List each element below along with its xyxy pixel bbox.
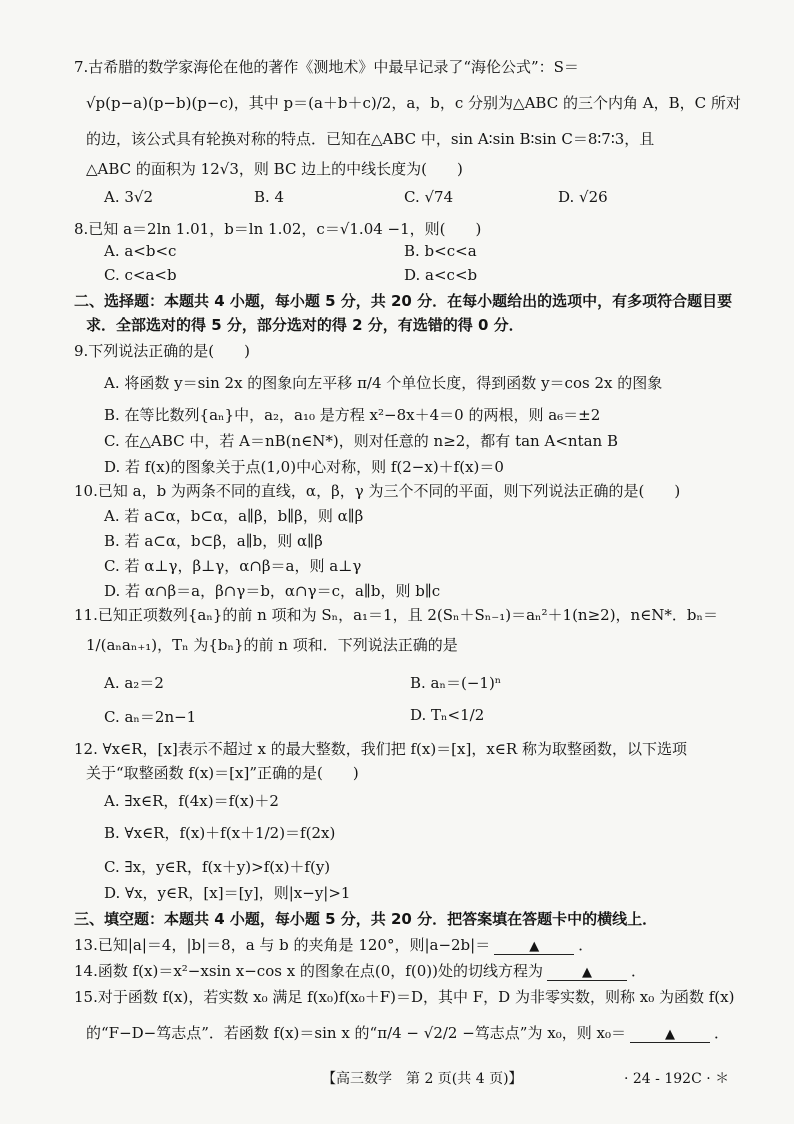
section-2-heading-line-1: 二、选择题：本题共 4 小题，每小题 5 分，共 20 分．在每小题给出的选项中，有多项符合题目要 [74,292,733,310]
q12-option-c: C. ∃x，y∈R，f(x＋y)>f(x)＋f(y) [104,858,331,876]
q12-option-d: D. ∀x，y∈R，[x]＝[y]，则|x−y|>1 [104,884,351,902]
q15-text: 的“F−D−笃志点”．若函数 f(x)＝sin x 的“π/4 − √2/2 −笃志点”为 x₀，则 x₀＝ [86,1024,626,1042]
q12-option-b: B. ∀x∈R，f(x)＋f(x＋1/2)＝f(2x) [104,824,336,842]
q7-line-2: √p(p−a)(p−b)(p−c)，其中 p＝(a＋b＋c)/2，a，b，c 分别为△ABC 的三个内角 A，B，C 所对 [86,94,741,112]
q15-answer-blank[interactable] [630,1024,710,1043]
q11-option-a: A. a₂＝2 [104,674,164,692]
q11-line-1: 11.已知正项数列{aₙ}的前 n 项和为 Sₙ，a₁＝1，且 2(Sₙ＋Sₙ₋₁)＝aₙ²＋1(n≥2)，n∈N*．bₙ＝ [74,606,719,624]
q8-option-d: D. a<c<b [404,266,478,284]
q10-option-b: B. 若 a⊂α，b⊂β，a∥b，则 α∥β [104,532,323,550]
q7-line-3: 的边，该公式具有轮换对称的特点．已知在△ABC 中，sin A∶sin B∶sin C＝8∶7∶3，且 [86,130,655,148]
q9-option-d: D. 若 f(x)的图象关于点(1,0)中心对称，则 f(2−x)＋f(x)＝0 [104,458,504,476]
q14-answer-blank[interactable] [547,962,627,981]
q15-period: ． [713,1024,729,1042]
triangle-icon: ▲ [664,1027,675,1042]
q11-option-b: B. aₙ＝(−1)ⁿ [410,674,502,692]
q9-option-a: A. 将函数 y＝sin 2x 的图象向左平移 π/4 个单位长度，得到函数 y＝cos 2x 的图象 [104,374,663,392]
q15-line-2 [86,1022,729,1043]
q14-period: ． [630,962,646,980]
q9-option-c: C. 在△ABC 中，若 A＝nB(n∈N*)，则对任意的 n≥2，都有 tan A<ntan B [104,432,618,450]
q11-line-2: 1/(aₙaₙ₊₁)，Tₙ 为{bₙ}的前 n 项和．下列说法正确的是 [86,636,458,654]
section-3-heading: 三、填空题：本题共 4 小题，每小题 5 分，共 20 分．把答案填在答题卡中的横线上． [74,910,658,928]
q13-line [74,934,593,955]
q13-period: ． [578,936,594,954]
q10-option-a: A. 若 a⊂α，b⊂α，a∥β，b∥β，则 α∥β [104,507,364,525]
triangle-icon: ▲ [529,939,540,954]
q12-line-1: 12. ∀x∈R，[x]表示不超过 x 的最大整数，我们把 f(x)＝[x]，x∈R 称为取整函数，以下选项 [74,740,687,758]
q9-option-b: B. 在等比数列{aₙ}中，a₂，a₁₀ 是方程 x²−8x＋4＝0 的两根，则 a₆＝±2 [104,406,601,424]
q13-text: 13.已知|a|＝4，|b|＝8，a 与 b 的夹角是 120°，则|a−2b|＝ [74,936,491,954]
q9-line-1: 9.下列说法正确的是( ) [74,342,251,360]
q14-text: 14.函数 f(x)＝x²−xsin x−cos x 的图象在点(0，f(0))处的切线方程为 [74,962,543,980]
footer-page-info: 【高三数学 第 2 页(共 4 页)】 [322,1071,523,1087]
q8-line-1: 8.已知 a＝2ln 1.01，b＝ln 1.02，c＝√1.04 −1，则( ) [74,220,482,238]
footer-code: · 24 - 192C · ＊ [624,1071,730,1087]
q13-answer-blank[interactable] [494,936,574,955]
q7-option-d: D. √26 [558,188,608,206]
q8-option-b: B. b<c<a [404,242,477,260]
q7-option-b: B. 4 [254,188,285,206]
q8-option-c: C. c<a<b [104,266,177,284]
q10-line-1: 10.已知 a，b 为两条不同的直线，α，β，γ 为三个不同的平面，则下列说法正确的是( ) [74,482,681,500]
q7-line-4: △ABC 的面积为 12√3，则 BC 边上的中线长度为( ) [86,160,463,178]
q15-line-1: 15.对于函数 f(x)，若实数 x₀ 满足 f(x₀)f(x₀＋F)＝D，其中 F，D 为非零实数，则称 x₀ 为函数 f(x) [74,988,735,1006]
q10-option-c: C. 若 α⊥γ，β⊥γ，α∩β＝a，则 a⊥γ [104,557,362,575]
q7-line-1: 7.古希腊的数学家海伦在他的著作《测地术》中最早记录了“海伦公式”：S＝ [74,58,579,76]
q11-option-d: D. Tₙ<1/2 [410,706,485,724]
q7-option-a: A. 3√2 [104,188,154,206]
q12-line-2: 关于“取整函数 f(x)＝[x]”正确的是( ) [86,764,359,782]
q12-option-a: A. ∃x∈R，f(4x)＝f(x)＋2 [104,792,279,810]
triangle-icon: ▲ [581,965,592,980]
section-2-heading-line-2: 求．全部选对的得 5 分，部分选对的得 2 分，有选错的得 0 分． [86,316,524,334]
q10-option-d: D. 若 α∩β＝a，β∩γ＝b，α∩γ＝c，a∥b，则 b∥c [104,582,441,600]
q11-option-c: C. aₙ＝2n−1 [104,708,197,726]
q7-option-c: C. √74 [404,188,454,206]
q14-line [74,960,646,981]
q8-option-a: A. a<b<c [104,242,177,260]
